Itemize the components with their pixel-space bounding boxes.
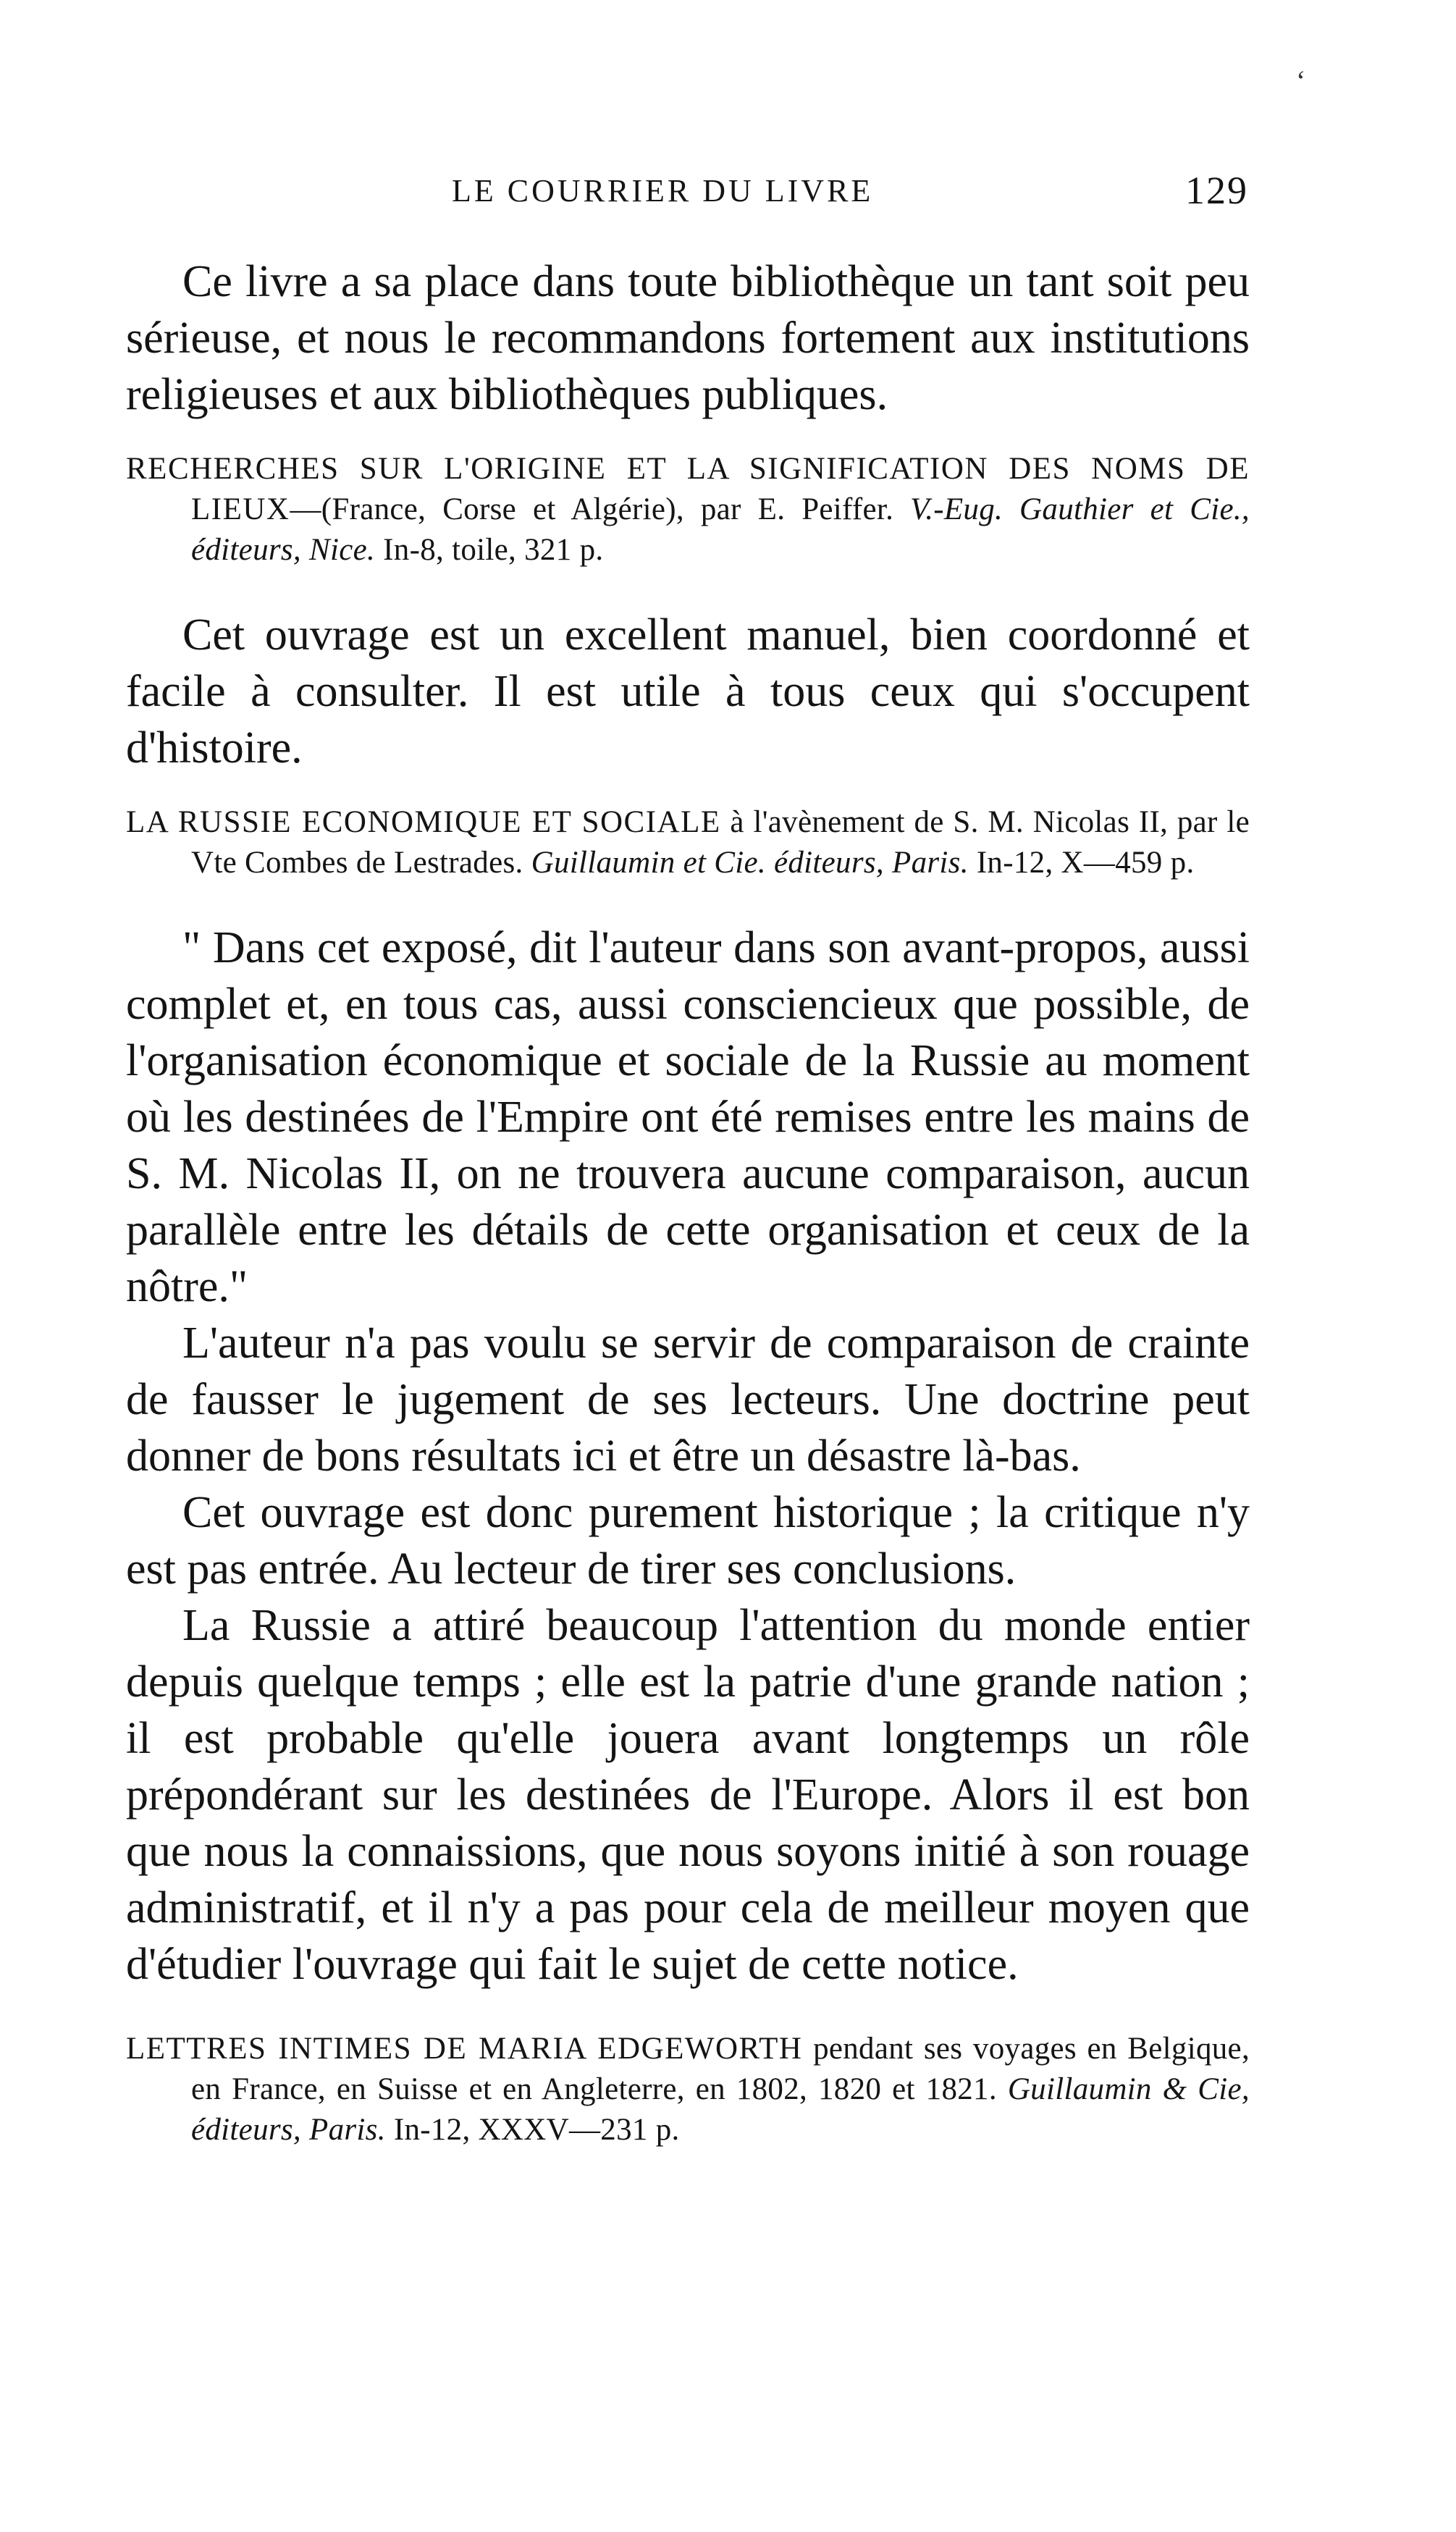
page-number: 129 (1185, 169, 1248, 212)
entry-title: LA RUSSIE ECONOMIQUE ET SOCIALE (126, 805, 721, 839)
entry-details: pendant ses voyages en Belgique, en France, en Suisse et en Angleterre, en 1802, 1820 et 1821. (191, 2032, 1250, 2106)
entry-details: —(France, Corse et Algérie), par E. Peiffer. (290, 492, 894, 526)
entry-title: LETTRES INTIMES DE MARIA EDGEWORTH (126, 2032, 803, 2066)
entry-details: à l'avènement de S. M. Nicolas II, par le Vte Combes de Lestrades. (191, 805, 1250, 880)
page-header (126, 169, 1248, 223)
paragraph-2: Cet ouvrage est un excellent manuel, bien coordonné et facile à consulter. Il est utile à tous ceux qui s'occupent d'histoire. (126, 610, 1250, 773)
running-title: LE COURRIER DU LIVRE (452, 173, 874, 209)
paragraph-6: La Russie a attiré beaucoup l'attention du monde entier depuis quelque temps ; elle est la patrie d'une grande nation ; il est probable qu'elle jouera avant longtemps un rôle prépondérant sur les destinées de l'Europe. Alors il est bon que nous la connaissions, que nous soyons initié à son rouage administratif, et il n'y a pas pour cela de meilleur moyen que d'étudier l'ouvrage qui fait le sujet de cette notice. (126, 1601, 1250, 1989)
entry-publisher: Guillaumin et Cie. éditeurs, Paris. (531, 846, 969, 880)
bibliography-entry-2 (126, 802, 1250, 883)
entry-publisher: V.-Eug. Gauthier et Cie., éditeurs, Nice. (191, 492, 1250, 567)
paragraph-4: L'auteur n'a pas voulu se servir de comparaison de crainte de fausser le jugement de ses lecteurs. Une doctrine peut donner de bons résultats ici et être un désastre là-bas. (126, 1318, 1250, 1481)
entry-format: In-8, toile, 321 p. (383, 533, 604, 567)
bibliography-entry-1 (126, 449, 1250, 571)
entry-format: In-12, X—459 p. (976, 846, 1195, 880)
entry-publisher: Guillaumin & Cie, éditeurs, Paris. (191, 2072, 1250, 2147)
entry-format: In-12, XXXV—231 p. (393, 2113, 680, 2147)
bibliography-entry-3 (126, 2029, 1250, 2150)
paragraph-5: Cet ouvrage est donc purement historique ; la critique n'y est pas entrée. Au lecteur de tirer ses conclusions. (126, 1488, 1250, 1594)
paragraph-3: " Dans cet exposé, dit l'auteur dans son avant-propos, aussi complet et, en tous cas, aussi consciencieux que possible, de l'organisation économique et sociale de la Russie au moment où les destinées de l'Empire ont été remises entre les mains de S. M. Nicolas II, on ne trouvera aucune comparaison, aucun parallèle entre les détails de cette organisation et ceux de la nôtre." (126, 923, 1250, 1311)
text-column (126, 253, 1250, 2150)
paragraph-1: Ce livre a sa place dans toute bibliothèque un tant soit peu sérieuse, et nous le recommandons fortement aux institutions religieuses et aux bibliothèques publiques. (126, 257, 1250, 419)
entry-title: RECHERCHES SUR L'ORIGINE ET LA SIGNIFICATION DES NOMS DE LIEUX (126, 452, 1250, 526)
margin-speck: ‘ (1296, 64, 1306, 97)
